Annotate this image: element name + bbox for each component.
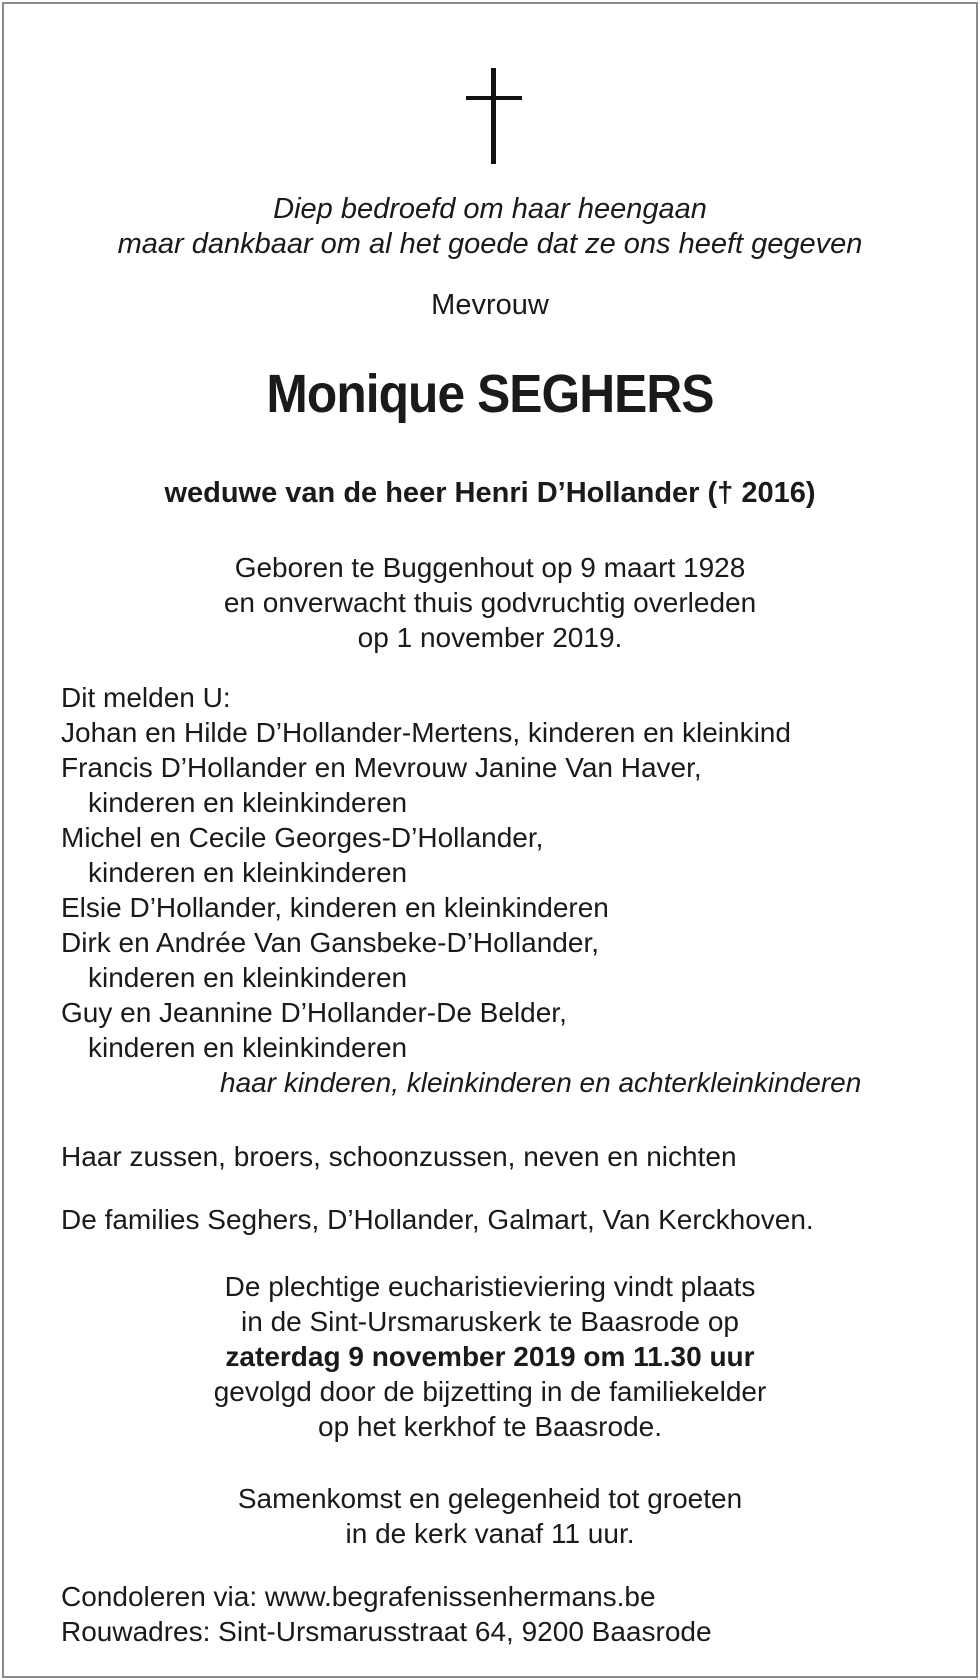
obituary-card bbox=[2, 2, 978, 1678]
service-date: zaterdag 9 november 2019 om 11.30 uur bbox=[225, 1341, 755, 1372]
salutation: Mevrouw bbox=[431, 289, 549, 321]
family-entry: kinderen en kleinkinderen bbox=[88, 787, 408, 818]
siblings-line: Haar zussen, broers, schoonzussen, neven en nichten bbox=[61, 1141, 737, 1172]
gathering-line-2: in de kerk vanaf 11 uur. bbox=[345, 1518, 635, 1549]
service-line-3: gevolgd door de bijzetting in de familiekelder bbox=[213, 1376, 767, 1407]
family-entry: Dirk en Andrée Van Gansbeke-D’Hollander, bbox=[61, 927, 600, 958]
family-summary: haar kinderen, kleinkinderen en achterkleinkinderen bbox=[220, 1067, 862, 1098]
family-entry: Guy en Jeannine D’Hollander-De Belder, bbox=[61, 997, 567, 1028]
birth-line-1: Geboren te Buggenhout op 9 maart 1928 bbox=[234, 552, 746, 583]
family-entry: kinderen en kleinkinderen bbox=[88, 857, 408, 888]
address-line: Rouwadres: Sint-Ursmarusstraat 64, 9200 Baasrode bbox=[61, 1616, 712, 1647]
family-entry: kinderen en kleinkinderen bbox=[88, 1032, 408, 1063]
intro-line-2: maar dankbaar om al het goede dat ze ons heeft gegeven bbox=[117, 228, 863, 260]
family-entry: kinderen en kleinkinderen bbox=[88, 962, 408, 993]
widow-line: weduwe van de heer Henri D’Hollander († 2016) bbox=[164, 477, 816, 509]
service-line-2: in de Sint-Ursmaruskerk te Baasrode op bbox=[241, 1306, 739, 1337]
birth-line-2: en onverwacht thuis godvruchtig overleden bbox=[223, 587, 757, 618]
service-line-4: op het kerkhof te Baasrode. bbox=[318, 1411, 662, 1442]
latin-cross-icon bbox=[466, 68, 522, 164]
family-entry: Johan en Hilde D’Hollander-Mertens, kinderen en kleinkind bbox=[61, 717, 791, 748]
condolences-line: Condoleren via: www.begrafenissenhermans.be bbox=[61, 1581, 656, 1612]
gathering-line-1: Samenkomst en gelegenheid tot groeten bbox=[237, 1483, 743, 1514]
deceased-name: Monique SEGHERS bbox=[266, 364, 714, 424]
families-line: De families Seghers, D’Hollander, Galmart, Van Kerckhoven. bbox=[61, 1204, 814, 1235]
family-entry: Elsie D’Hollander, kinderen en kleinkinderen bbox=[61, 892, 609, 923]
family-heading: Dit melden U: bbox=[61, 682, 231, 713]
family-entry: Francis D’Hollander en Mevrouw Janine Van Haver, bbox=[61, 752, 702, 783]
intro-line-1: Diep bedroefd om haar heengaan bbox=[273, 193, 707, 225]
service-line-1: De plechtige eucharistieviering vindt plaats bbox=[224, 1271, 756, 1302]
family-entry: Michel en Cecile Georges-D’Hollander, bbox=[61, 822, 544, 853]
birth-line-3: op 1 november 2019. bbox=[357, 622, 623, 653]
